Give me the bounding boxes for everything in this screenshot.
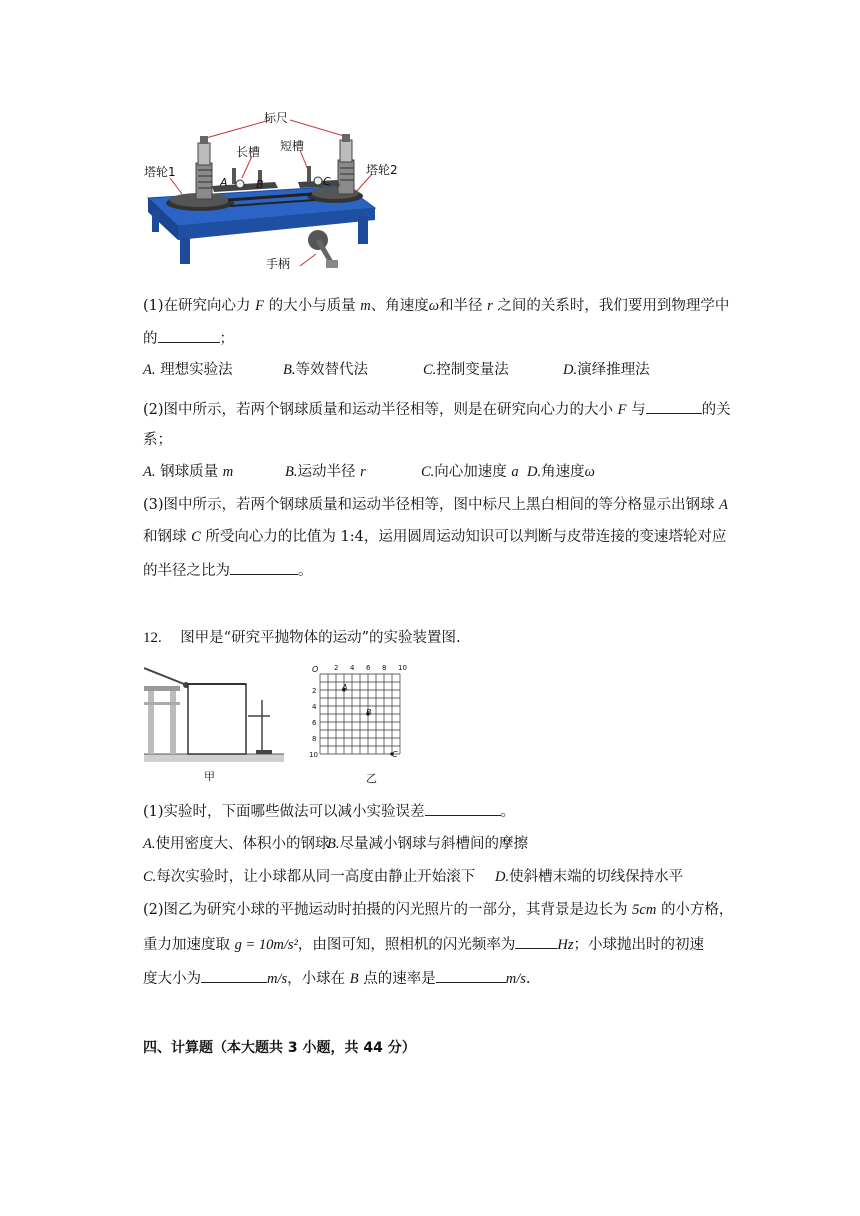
grid-point-b-label: B bbox=[366, 708, 372, 717]
centripetal-apparatus-figure bbox=[140, 108, 410, 278]
q12-part2-line2: 重力加速度取 g = 10m/s²，由图可知，照相机的闪光频率为 Hz；小球抛出时的初速 bbox=[143, 934, 704, 955]
label-long-groove: 长槽 bbox=[236, 145, 261, 159]
answer-blank[interactable] bbox=[201, 968, 267, 983]
q12-part1: (1)实验时，下面哪些做法可以减小实验误差 。 bbox=[143, 801, 515, 822]
answer-blank[interactable] bbox=[230, 560, 298, 575]
q12-options-ab: A.使用密度大、体积小的钢球B.尽量减小钢球与斜槽间的摩擦 bbox=[143, 836, 528, 852]
grid-left-tick-label: 4 bbox=[312, 703, 317, 711]
figure-jia-label: 甲 bbox=[204, 770, 215, 783]
label-tower1: 塔轮1 bbox=[144, 165, 176, 179]
q11-part1-line2: 的 ； bbox=[143, 328, 234, 349]
answer-blank[interactable] bbox=[436, 968, 506, 983]
label-handle: 手柄 bbox=[266, 257, 291, 271]
figure-yi-grid bbox=[308, 662, 412, 786]
grid-point-c-label: C bbox=[392, 750, 398, 759]
grid-left-tick-label: 2 bbox=[312, 687, 317, 695]
grid-top-tick-label: 2 bbox=[334, 664, 339, 672]
figure-yi-label: 乙 bbox=[366, 772, 377, 785]
figure-jia-apparatus bbox=[144, 662, 294, 786]
q12-part2-line3: 度大小为 m/s，小球在 B 点的速率是 m/s. bbox=[143, 968, 531, 989]
label-point-c: C bbox=[323, 175, 331, 188]
answer-blank[interactable] bbox=[646, 399, 702, 414]
label-short-groove: 短槽 bbox=[280, 139, 305, 153]
q12-stem: 12. 图甲是“研究平抛物体的运动”的实验装置图. bbox=[143, 630, 461, 646]
grid-left-tick-label: 6 bbox=[312, 719, 317, 727]
answer-blank[interactable] bbox=[158, 328, 220, 343]
q11-part1-options: A. 理想实验法 B.等效替代法 C.控制变量法 D.演绎推理法 bbox=[143, 362, 650, 378]
grid-left-tick-label: 8 bbox=[312, 735, 317, 743]
grid-left-tick-label: 10 bbox=[309, 751, 318, 759]
grid-top-tick-label: 8 bbox=[382, 664, 387, 672]
grid-top-tick-label: 10 bbox=[398, 664, 407, 672]
label-ruler: 标尺 bbox=[264, 111, 289, 125]
q11-part3-line2: 和钢球 C 所受向心力的比值为 1:4，运用圆周运动知识可以判断与皮带连接的变速塔轮对应 bbox=[143, 529, 727, 545]
label-point-b: B bbox=[256, 178, 264, 191]
answer-blank[interactable] bbox=[515, 934, 557, 949]
grid-point-a-label: A bbox=[342, 683, 348, 692]
q11-part1-line1: (1)在研究向心力 F 的大小与质量 m、角速度ω和半径 r 之间的关系时，我们要用到物理学中 bbox=[143, 298, 730, 314]
q11-part2-options: A. 钢球质量 m B.运动半径 r C.向心加速度 a D.角速度ω bbox=[143, 464, 595, 480]
grid-top-tick-label: 4 bbox=[350, 664, 355, 672]
q12-options-cd: C.每次实验时，让小球都从同一高度由静止开始滚下 D.使斜槽末端的切线保持水平 bbox=[143, 869, 684, 885]
section-4-heading: 四、计算题（本大题共 3 小题，共 44 分） bbox=[143, 1040, 416, 1056]
answer-blank[interactable] bbox=[425, 801, 501, 816]
label-tower2: 塔轮2 bbox=[366, 163, 398, 177]
label-point-a: A bbox=[220, 176, 228, 189]
q11-part2-line2: 系； bbox=[143, 432, 172, 448]
q11-part2-line1: (2)图中所示，若两个钢球质量和运动半径相等，则是在研究向心力的大小 F 与 的关 bbox=[143, 399, 731, 420]
q12-part2-line1: (2)图乙为研究小球的平抛运动时拍摄的闪光照片的一部分，其背景是边长为 5cm 的小方格， bbox=[143, 902, 734, 918]
q11-part3-line3: 的半径之比为 。 bbox=[143, 560, 313, 581]
grid-origin-label: O bbox=[312, 665, 319, 674]
grid-lines bbox=[320, 674, 400, 756]
q11-part3-line1: (3)图中所示，若两个钢球质量和运动半径相等，图中标尺上黑白相间的等分格显示出钢球 A bbox=[143, 497, 729, 513]
grid-top-tick-label: 6 bbox=[366, 664, 371, 672]
